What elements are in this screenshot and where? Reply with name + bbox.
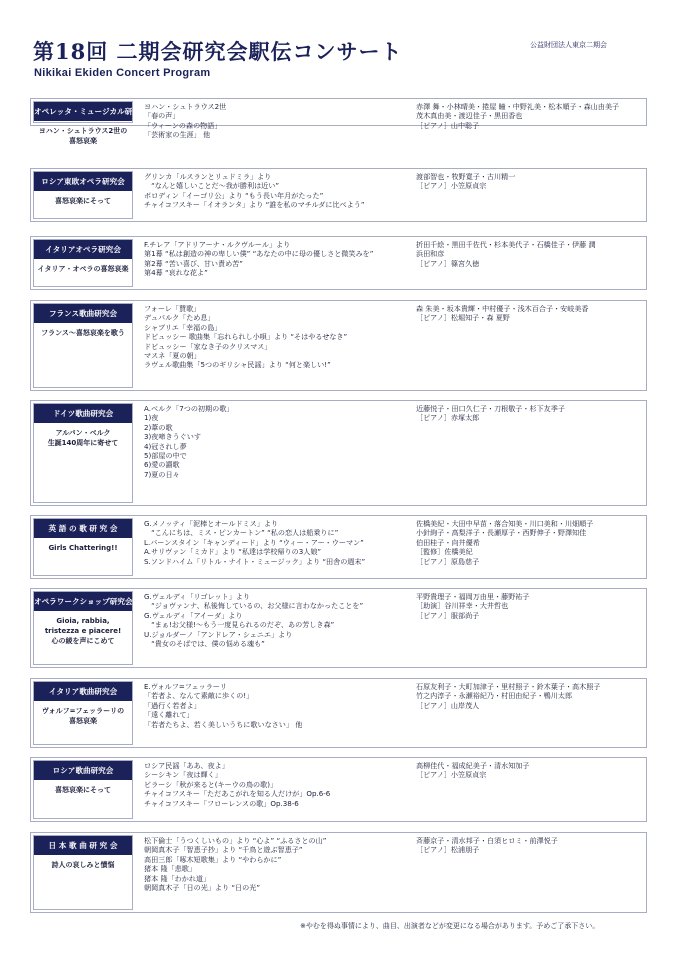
- program-line: “こんにちは、ミス・ピンカートン” “私の恋人は船乗りに”: [144, 528, 339, 538]
- group-theme: フランス〜喜怒哀楽を歌う: [41, 329, 125, 337]
- program-line: マスネ「夏の朝」: [144, 351, 201, 361]
- performer-line: 赤澤 舞・小林晴美・捲屋 瞳・中野礼美・松本順子・森山由美子: [416, 102, 620, 111]
- performer-line: 伯田桂子・向井優希: [416, 537, 480, 547]
- performer-line: 渡部智也・牧野寛子・古川精一: [416, 172, 516, 181]
- program-list: [144, 102, 412, 140]
- group-name: 日 本 歌 曲 研 究 会: [34, 836, 132, 855]
- program-line: E.ヴォルフ=フェッラーリ: [144, 682, 227, 691]
- group-theme: アルバン・ベルク 生誕140周年に寄せて: [47, 429, 119, 447]
- program-list: [144, 304, 412, 370]
- group-name: ドイツ歌曲研究会: [34, 404, 132, 423]
- program-line: 4)冠されし夢: [144, 441, 187, 451]
- program-list: [144, 240, 412, 278]
- program-line: “ジョヴァンナ、私後悔しているの、お父様に言わなかったことを”: [144, 601, 364, 611]
- program-line: “まぁ!お父様!〜もう一度見られるのだぞ、あの芳しき森”: [144, 620, 335, 630]
- performer-line: ［監修］佐橋美紀: [416, 547, 473, 557]
- performer-line: ［助演］谷川祥幸・大井哲也: [416, 601, 509, 611]
- group-theme: Girls Chattering!!: [48, 544, 118, 552]
- group-panel: [33, 835, 133, 910]
- program-line: ビラーシ「秋が来ると(キーウの鳥の歌)」: [144, 779, 278, 789]
- program-line: 「ウィーンの森の物語」: [144, 120, 222, 130]
- program-line: 「若者よ、なんて素敵に歩くの!」: [144, 691, 254, 701]
- group-name: フランス歌曲研究会: [34, 304, 132, 323]
- program-section: [30, 168, 647, 222]
- performer-list: [416, 304, 646, 323]
- performer-line: 平野貴理子・福岡万由里・藤野祐子: [416, 592, 530, 601]
- performer-line: ［ピアノ］小笠原貞宗: [416, 181, 487, 191]
- program-line: “なんと嬉しいことだ〜我が勝利は近い”: [144, 181, 280, 191]
- group-name: イタリア歌曲研究会: [34, 682, 132, 701]
- group-theme: ヨハン・シュトラウス2世の 喜怒哀楽: [38, 127, 128, 145]
- performer-list: [416, 761, 646, 780]
- program-line: S.ソンドハイム「リトル・ナイト・ミュージック」より “田舎の週末”: [144, 556, 366, 566]
- group-panel: [33, 239, 133, 287]
- group-name: イタリアオペラ研究会: [34, 240, 132, 259]
- performer-line: 竹之内淳子・永瀬裕紀乃・村田由紀子・鴨川太郎: [416, 691, 573, 701]
- program-list: [144, 404, 412, 479]
- program-line: ヨハン・シュトラウス2世: [144, 102, 227, 111]
- program-line: G.ヴェルディ「アイーダ」より: [144, 610, 243, 620]
- performer-line: 高柳佳代・福成紀美子・清水知加子: [416, 761, 530, 770]
- page-subtitle: Nikikai Ekiden Concert Program: [34, 67, 211, 79]
- performer-line: ［ピアノ］小笠原貞宗: [416, 770, 487, 780]
- group-name: ロシア歌曲研究会: [34, 761, 132, 780]
- performer-line: ［ピアノ］原島慈子: [416, 556, 480, 566]
- performer-line: 佐橋美紀・大田中早苗・落合知美・川口美和・川畑順子: [416, 519, 594, 528]
- footer-note: ※やむを得ぬ事情により、曲目、出演者などが変更になる場合があります。予めご了承下さい。: [300, 922, 600, 930]
- group-panel: [33, 303, 133, 388]
- group-name: オペラワークショップ研究会: [34, 592, 132, 611]
- performer-line: ［ピアノ］服部尚子: [416, 610, 480, 620]
- program-list: [144, 761, 412, 808]
- group-panel: [33, 681, 133, 745]
- group-name: オペレッタ・ミュージカル研究会: [34, 102, 132, 121]
- program-section: [30, 515, 647, 579]
- program-line: チャイコフスキー「ただあこがれを知る人だけが」Op.6-6: [144, 789, 331, 799]
- performer-line: 斉藤京子・清水邦子・白須ヒロミ・前澤悦子: [416, 836, 558, 845]
- program-list: [144, 519, 412, 566]
- group-panel: [33, 171, 133, 219]
- program-line: 「過行く若者よ」: [144, 700, 201, 710]
- program-line: F.チレア「アドリアーナ・ルクヴルール」より: [144, 240, 291, 249]
- program-line: 朝岡真木子「智恵子抄」より “千鳥と遊ぶ智恵子”: [144, 845, 303, 855]
- program-line: “貴女のそばでは、僕の悩める魂も”: [144, 639, 265, 649]
- program-line: 7)夏の日々: [144, 469, 180, 479]
- performer-list: [416, 240, 646, 268]
- program-line: フォーレ「賛歌」: [144, 304, 201, 313]
- performer-line: ［ピアノ］山岸茂人: [416, 700, 480, 710]
- group-panel: [33, 403, 133, 503]
- group-theme: 喜怒哀楽にそって: [55, 786, 111, 794]
- group-panel: [33, 518, 133, 576]
- group-panel: [33, 760, 133, 819]
- program-section: [30, 588, 647, 668]
- performer-line: 折田千絵・黒田千佐代・杉本美代子・石橋佳子・伊藤 潤: [416, 240, 596, 249]
- program-section: [30, 300, 647, 391]
- program-line: チャイコフスキー「フローレンスの歌」Op.38-6: [144, 798, 299, 808]
- performer-line: 茂木真由美・渡辺佳子・黒田香也: [416, 111, 523, 121]
- program-list: [144, 682, 412, 729]
- program-line: 「若者たちよ、若く美しいうちに歌いなさい」 他: [144, 719, 303, 729]
- performer-line: ［ピアノ］篠宮久徳: [416, 258, 480, 268]
- program-line: ロシア民謡「ああ、夜よ」: [144, 761, 229, 770]
- performer-list: [416, 172, 646, 191]
- performer-line: 小針絢子・高梨洋子・長瀬厚子・西野伸子・野澤知佳: [416, 528, 587, 538]
- program-line: 5)部屋の中で: [144, 451, 187, 461]
- performer-line: ［ピアノ］松浦朋子: [416, 845, 480, 855]
- program-line: 「芸術家の生涯」 他: [144, 130, 211, 140]
- program-line: G.メノッティ「泥棒とオールドミス」より: [144, 519, 279, 528]
- group-panel: [33, 591, 133, 665]
- program-line: ラヴェル歌曲集「5つのギリシャ民謡」より “何と楽しい!”: [144, 360, 331, 370]
- performer-line: 石原友利子・大町加津子・里村照子・鈴木葉子・高木照子: [416, 682, 601, 691]
- program-line: G.ヴェルディ「リゴレット」より: [144, 592, 250, 601]
- program-line: 「遠く離れて」: [144, 710, 194, 720]
- program-section: [30, 832, 647, 913]
- performer-line: 森 朱美・坂本貴輝・中村優子・浅木百合子・安岐美香: [416, 304, 589, 313]
- group-panel: [33, 101, 148, 145]
- program-line: U.ジョルダーノ「アンドレア・シェニエ」より: [144, 629, 293, 639]
- performer-list: [416, 404, 646, 423]
- program-list: [144, 172, 412, 210]
- program-line: L.バーンスタイン「キャンディード」より “ウィー・アー・ウーマン”: [144, 537, 364, 547]
- organization-name: 公益財団法人東京二期会: [530, 41, 607, 49]
- program-line: ドビュッシー 歌曲集「忘れられし小唄」より “そはやるせなき”: [144, 332, 348, 342]
- group-theme: ヴォルフ=フェッラーリの 喜怒哀楽: [41, 707, 125, 725]
- program-list: [144, 836, 412, 892]
- performer-line: ［ピアノ］山中聡子: [416, 120, 480, 130]
- program-line: 第2幕 “苦い喜び、甘い責め苦”: [144, 258, 243, 268]
- program-line: 1)夜: [144, 413, 159, 423]
- program-line: グリンカ「ルスランとリュドミラ」より: [144, 172, 272, 181]
- program-line: 松下倫士「うつくしいもの」より “心よ” “ふるさとの山”: [144, 836, 327, 845]
- performer-line: 近藤悦子・田口久仁子・刀根敬子・杉下友季子: [416, 404, 565, 413]
- program-section: [30, 400, 647, 506]
- program-line: 猪本 隆「悲歌」: [144, 864, 196, 874]
- performer-list: [416, 592, 646, 620]
- program-line: 朝岡真木子「日の光」より “日の光”: [144, 883, 261, 893]
- program-line: シーシキン「夜は輝く」: [144, 770, 222, 780]
- group-theme: イタリア・オペラの喜怒哀楽: [37, 265, 129, 273]
- performer-list: [416, 102, 646, 130]
- program-section: [30, 98, 647, 145]
- program-line: 6)愛の讃歌: [144, 460, 180, 470]
- program-section: [30, 757, 647, 822]
- program-line: 猪本 隆「わかれ道」: [144, 873, 211, 883]
- program-list: [144, 592, 412, 648]
- program-line: 3)夜啼きうぐいす: [144, 432, 201, 442]
- program-section: [30, 678, 647, 748]
- program-line: A.サリヴァン「ミカド」より “私達は学校帰りの3人娘”: [144, 547, 322, 557]
- program-line: デュパルク「ため息」: [144, 313, 215, 323]
- performer-list: [416, 836, 646, 855]
- group-name: ロシア東欧オペラ研究会: [34, 172, 132, 191]
- page-title: 第18回 二期会研究会駅伝コンサート: [33, 39, 403, 64]
- group-theme: Gioia, rabbia, tristezza e piacere! 心の綾を声にこめて: [44, 617, 122, 645]
- performer-list: [416, 682, 646, 710]
- group-theme: 喜怒哀楽にそって: [55, 197, 111, 205]
- group-theme: 詩人の哀しみと憤悩: [51, 861, 115, 869]
- program-line: 第4幕 “哀れな花よ”: [144, 268, 208, 278]
- program-section: [30, 236, 647, 290]
- program-line: ドビュッシー「家なき子のクリスマス」: [144, 341, 272, 351]
- performer-line: ［ピアノ］松堀知子・森 夏野: [416, 313, 510, 323]
- program-line: A.ベルク「7つの初期の歌」: [144, 404, 234, 413]
- program-line: 2)葦の歌: [144, 422, 173, 432]
- group-name: 英 語 の 歌 研 究 会: [34, 519, 132, 538]
- program-line: 「春の声」: [144, 111, 180, 121]
- program-line: シャブリエ「幸福の島」: [144, 322, 222, 332]
- program-line: ボロディン「イーゴリ公」より “もう長い年月がたった”: [144, 190, 324, 200]
- program-line: 第1幕 “私は創造の神の卑しい僕” “あなたの中に母の優しさと微笑みを”: [144, 249, 374, 259]
- program-line: チャイコフスキー「イオランタ」より “誰を私のマチルダに比べよう”: [144, 200, 365, 210]
- performer-line: 浜田和彦: [416, 249, 445, 259]
- performer-list: [416, 519, 646, 566]
- program-line: 高田三郎「啄木短歌集」より “やわらかに”: [144, 854, 282, 864]
- performer-line: ［ピアノ］赤塚太郎: [416, 413, 480, 423]
